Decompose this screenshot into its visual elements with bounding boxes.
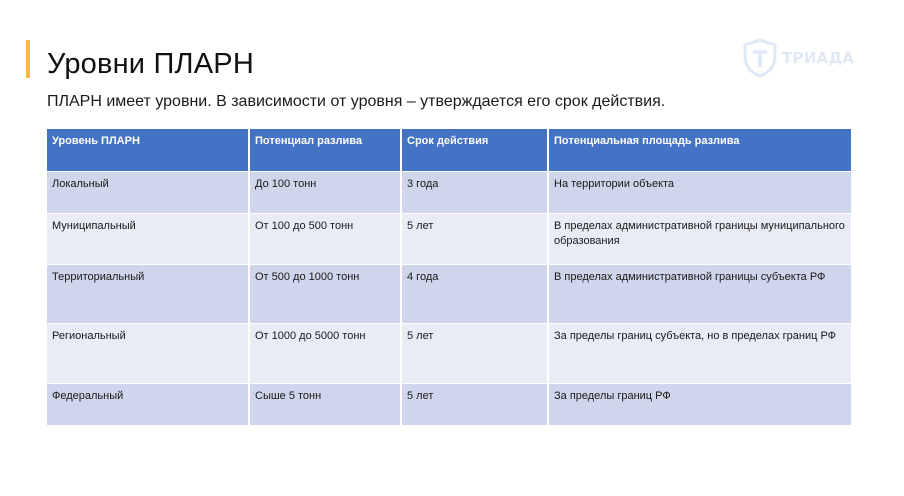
table-row	[47, 265, 852, 324]
table-row	[47, 324, 852, 384]
cell-level: Муниципальный	[47, 214, 249, 265]
table-row	[47, 172, 852, 214]
cell-area: В пределах административной границы муниципального образования	[548, 214, 852, 265]
cell-potential: От 1000 до 5000 тонн	[249, 324, 401, 384]
header-validity: Срок действия	[401, 129, 548, 172]
header-potential: Потенциал разлива	[249, 129, 401, 172]
table-header-row	[47, 129, 852, 172]
company-logo	[742, 38, 854, 78]
cell-area: За пределы границ субъекта, но в пределах границ РФ	[548, 324, 852, 384]
cell-potential: Сыше 5 тонн	[249, 384, 401, 426]
page-title: Уровни ПЛАРН	[47, 48, 254, 80]
cell-validity: 4 года	[401, 265, 548, 324]
page-subtitle: ПЛАРН имеет уровни. В зависимости от уровня – утверждается его срок действия.	[47, 93, 666, 110]
table-row	[47, 214, 852, 265]
header-level: Уровень ПЛАРН	[47, 129, 249, 172]
cell-potential: От 500 до 1000 тонн	[249, 265, 401, 324]
logo-text: ТРИАДА	[782, 49, 855, 67]
table-row	[47, 384, 852, 426]
cell-level: Федеральный	[47, 384, 249, 426]
cell-level: Локальный	[47, 172, 249, 214]
header-area: Потенциальная площадь разлива	[548, 129, 852, 172]
cell-potential: От 100 до 500 тонн	[249, 214, 401, 265]
cell-level: Региональный	[47, 324, 249, 384]
cell-area: За пределы границ РФ	[548, 384, 852, 426]
cell-validity: 3 года	[401, 172, 548, 214]
shield-icon	[742, 38, 778, 78]
cell-level: Территориальный	[47, 265, 249, 324]
cell-validity: 5 лет	[401, 214, 548, 265]
cell-validity: 5 лет	[401, 384, 548, 426]
cell-potential: До 100 тонн	[249, 172, 401, 214]
cell-area: В пределах административной границы субъекта РФ	[548, 265, 852, 324]
cell-validity: 5 лет	[401, 324, 548, 384]
cell-area: На территории объекта	[548, 172, 852, 214]
plarn-levels-table	[47, 129, 853, 426]
title-accent-bar	[26, 40, 30, 78]
